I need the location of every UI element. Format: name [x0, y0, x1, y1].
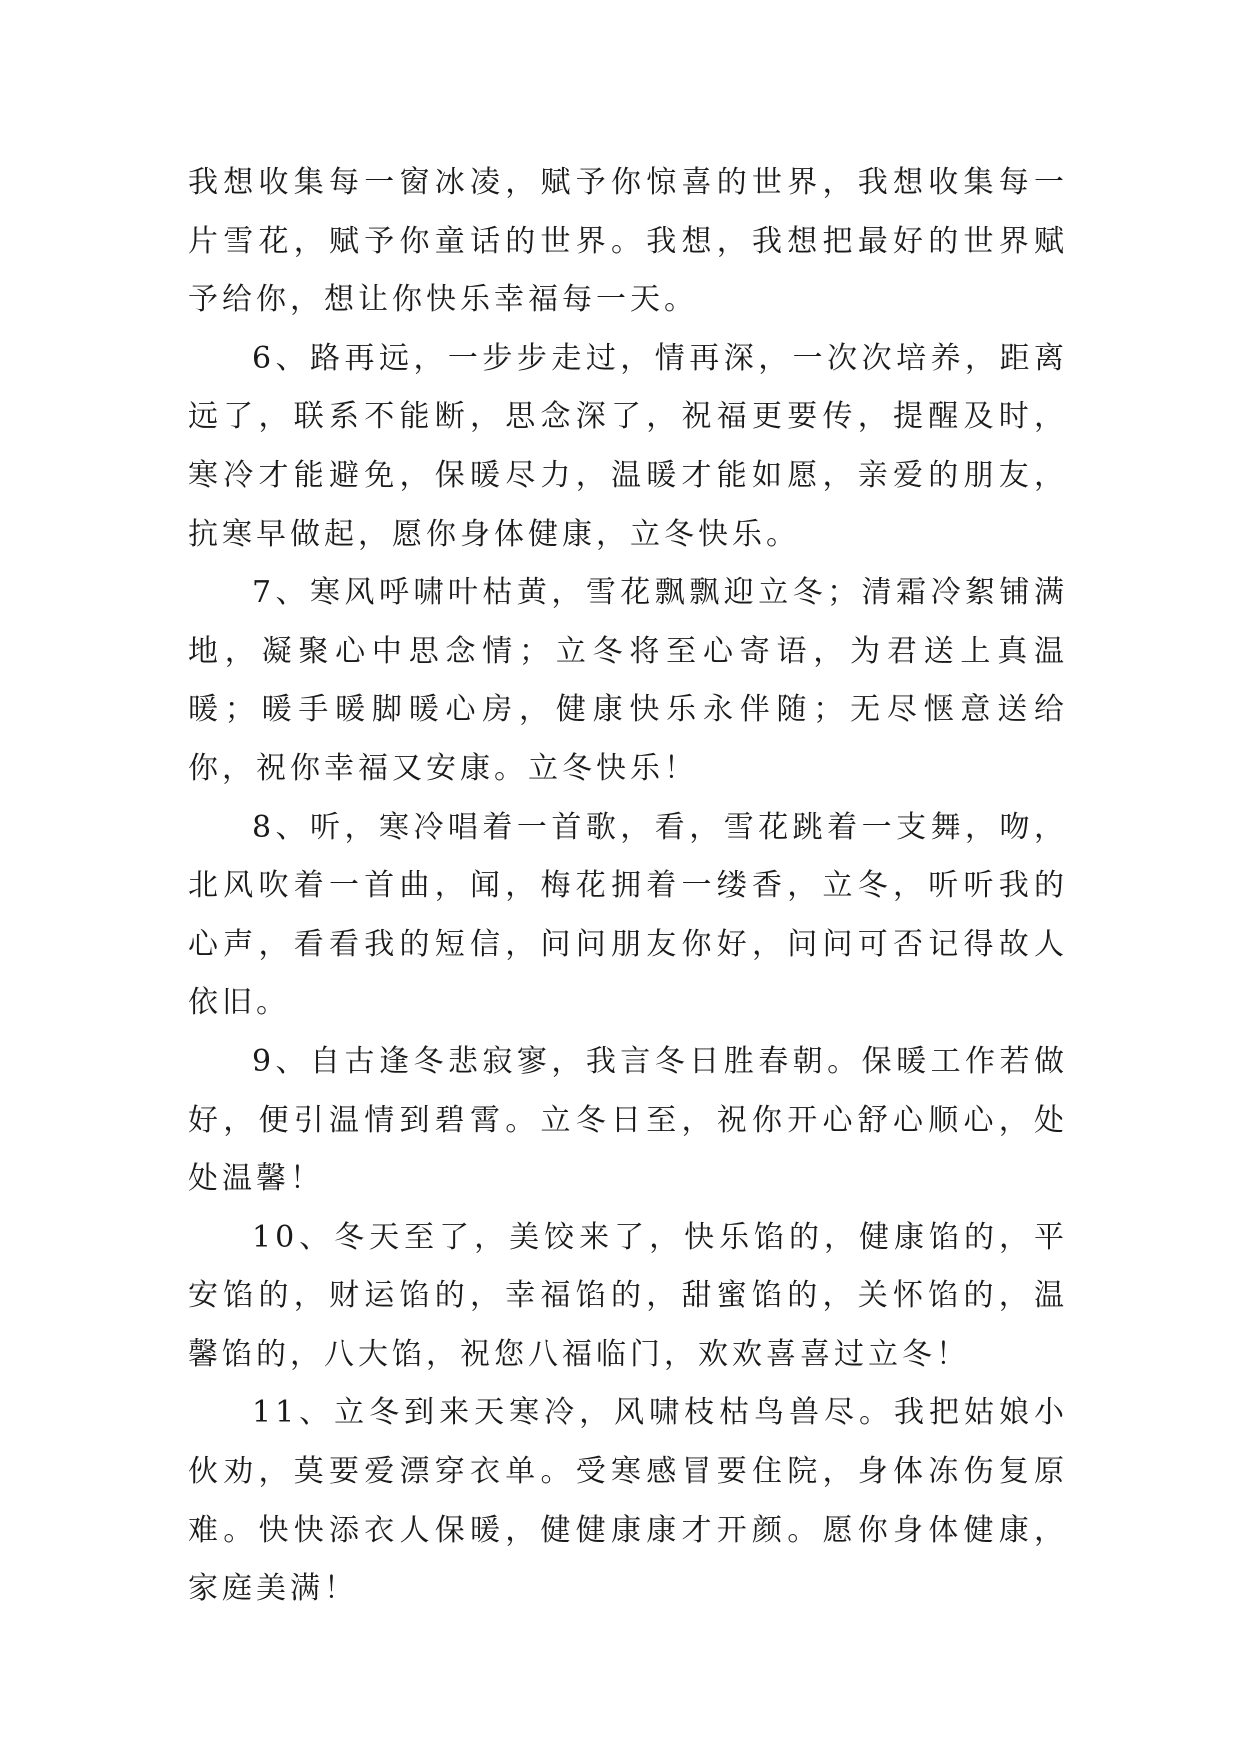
paragraph-item-11: 11、立冬到来天寒冷，风啸枝枯鸟兽尽。我把姑娘小伙劝，莫要爱漂穿衣单。受寒感冒要住院，身体冻伤复原难。快快添衣人保暖，健健康康才开颜。愿你身体健康，家庭美满！ — [188, 1395, 1068, 1607]
paragraph-item-10: 10、冬天至了，美饺来了，快乐馅的，健康馅的，平安馅的，财运馅的，幸福馅的，甜蜜馅的，关怀馅的，温馨馅的，八大馅，祝您八福临门，欢欢喜喜过立冬！ — [188, 1219, 1068, 1372]
paragraph-item-6: 6、路再远，一步步走过，情再深，一次次培养，距离远了，联系不能断，思念深了，祝福更要传，提醒及时，寒冷才能避免，保暖尽力，温暖才能如愿，亲爱的朋友，抗寒早做起，愿你身体健康，立冬快乐。 — [188, 340, 1068, 552]
document-body — [188, 154, 1068, 1619]
paragraph-item-9: 9、自古逢冬悲寂寥，我言冬日胜春朝。保暖工作若做好，便引温情到碧霄。立冬日至，祝你开心舒心顺心，处处温馨！ — [188, 1043, 1068, 1197]
paragraph-continued: 我想收集每一窗冰凌，赋予你惊喜的世界，我想收集每一片雪花，赋予你童话的世界。我想，我想把最好的世界赋予给你，想让你快乐幸福每一天。 — [188, 165, 1068, 318]
paragraph-item-8: 8、听，寒冷唱着一首歌，看，雪花跳着一支舞，吻，北风吹着一首曲，闻，梅花拥着一缕香，立冬，听听我的心声，看看我的短信，问问朋友你好，问问可否记得故人依旧。 — [188, 809, 1068, 1021]
paragraph-item-7: 7、寒风呼啸叶枯黄，雪花飘飘迎立冬；清霜冷絮铺满地，凝聚心中思念情；立冬将至心寄语，为君送上真温暖；暖手暖脚暖心房，健康快乐永伴随；无尽惬意送给你，祝你幸福又安康。立冬快乐！ — [188, 575, 1068, 786]
